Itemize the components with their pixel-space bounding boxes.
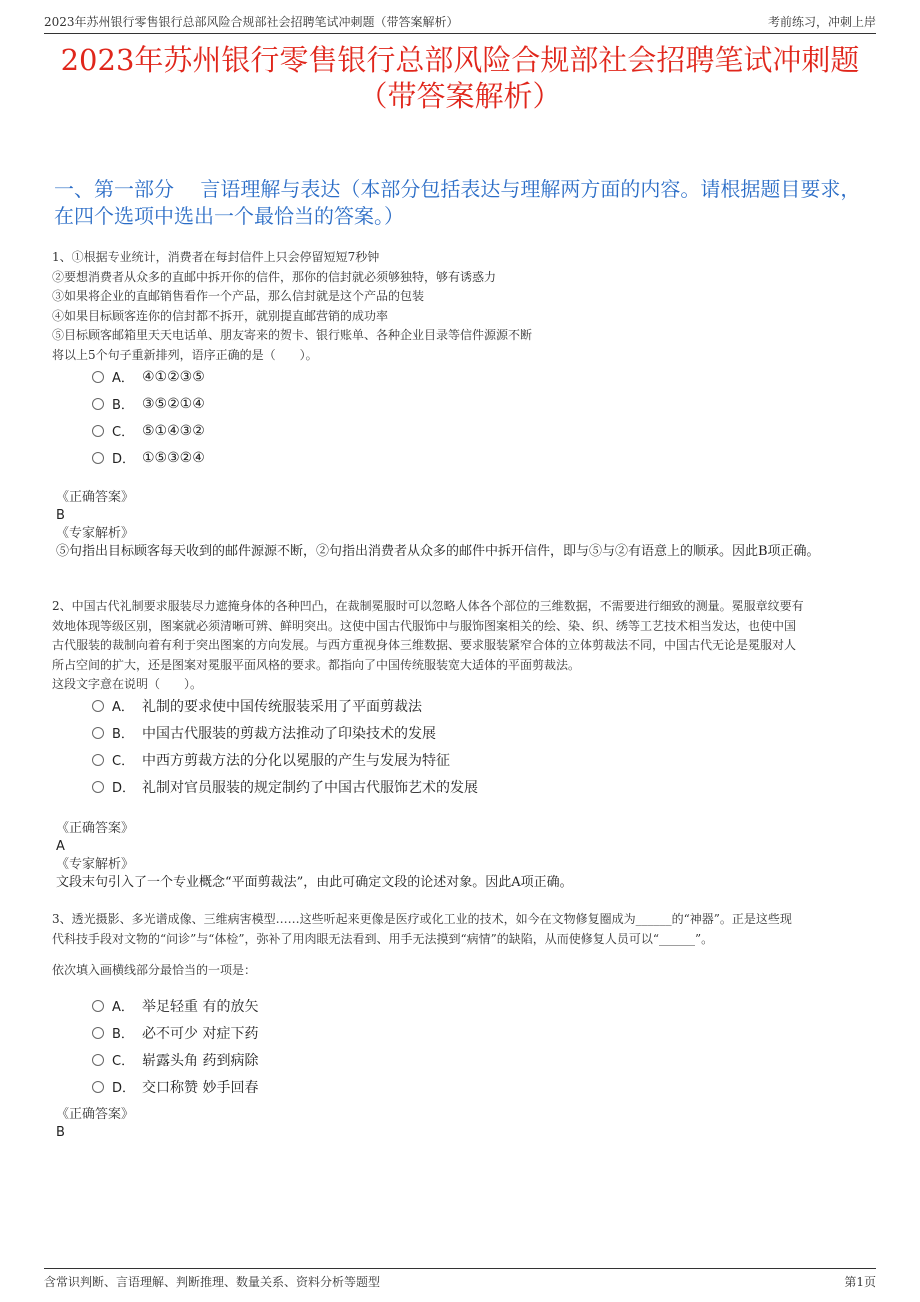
option-d[interactable] [92, 1073, 258, 1100]
option-letter: A． [112, 371, 134, 386]
question-2-answer [56, 820, 876, 892]
option-letter: D． [112, 1081, 136, 1096]
question-line: ④如果目标顾客连你的信封都不拆开，就别提直邮营销的成功率 [52, 308, 389, 323]
question-2-options [92, 692, 478, 800]
document-title [44, 42, 876, 114]
radio-button[interactable] [92, 1027, 104, 1039]
page-number: 第1页 [844, 1275, 876, 1289]
radio-button[interactable] [92, 781, 104, 793]
answer-label: 《正确答案》 [56, 821, 135, 836]
option-letter: C． [112, 425, 135, 440]
radio-button[interactable] [92, 754, 104, 766]
analysis-text: ⑤句指出目标顾客每天收到的邮件源源不断，②句指出消费者从众多的邮件中拆开信件，即与⑤与②有语意上的顺承。因此B项正确。 [56, 544, 820, 559]
option-text: 崭露头角 药到病除 [142, 1052, 259, 1069]
option-text: ⑤①④③② [142, 422, 205, 439]
question-2-text [52, 597, 882, 695]
analysis-text: 文段末句引入了一个专业概念“平面剪裁法”，由此可确定文段的论述对象。因此A项正确。 [56, 875, 573, 890]
question-line: 效地体现等级区别，图案就必须清晰可辨、鲜明突出。这使中国古代服饰中与服饰图案相关的绘、染、织、绣等工艺技术相当发达，也使中国 [52, 618, 797, 633]
question-line: ⑤目标顾客邮箱里天天电话单、朋友寄来的贺卡、银行账单、各种企业目录等信件源源不断 [52, 328, 533, 343]
section-heading: 一、第一部分 言语理解与表达（本部分包括表达与理解两方面的内容。请根据题目要求，在四个选项中选出一个最恰当的答案。） [54, 177, 861, 228]
question-line: 古代服装的裁制向着有利于突出图案的方向发展。与西方重视身体三维数据、要求服装紧窄合体的立体剪裁法不同，中国古代无论是冕服对人 [52, 638, 797, 653]
radio-button[interactable] [92, 1054, 104, 1066]
question-line: ③如果将企业的直邮销售看作一个产品，那么信封就是这个产品的包装 [52, 289, 425, 304]
option-text: ①⑤③②④ [142, 449, 205, 466]
option-d[interactable] [92, 444, 205, 471]
answer-value: A [56, 839, 65, 854]
answer-label: 《正确答案》 [56, 1107, 135, 1122]
option-letter: A． [112, 1000, 134, 1015]
answer-value: B [56, 508, 65, 523]
radio-button[interactable] [92, 371, 104, 383]
answer-label: 《正确答案》 [56, 490, 135, 505]
option-a[interactable] [92, 992, 258, 1019]
option-c[interactable] [92, 1046, 258, 1073]
question-line: ②要想消费者从众多的直邮中拆开你的信件，那你的信封就必须够独特，够有诱惑力 [52, 269, 497, 284]
option-letter: B． [112, 727, 134, 742]
answer-value: B [56, 1125, 65, 1140]
question-prompt: 依次填入画横线部分最恰当的一项是： [52, 963, 257, 978]
option-text: 必不可少 对症下药 [142, 1025, 259, 1042]
option-d[interactable] [92, 773, 478, 800]
option-text: ③⑤②①④ [142, 395, 205, 412]
document-title-line1: 2023年苏州银行零售银行总部风险合规部社会招聘笔试冲刺题 [60, 43, 860, 77]
option-letter: A． [112, 700, 134, 715]
option-c[interactable] [92, 417, 205, 444]
question-line: 2、中国古代礼制要求服装尽力遮掩身体的各种凹凸，在裁制冕服时可以忽略人体各个部位的三维数据，不需要进行细致的测量。冕服章纹要有 [52, 599, 804, 613]
page-header [44, 10, 876, 34]
option-letter: D． [112, 452, 136, 467]
radio-button[interactable] [92, 425, 104, 437]
option-b[interactable] [92, 390, 205, 417]
question-1-text [52, 248, 882, 366]
option-a[interactable] [92, 692, 478, 719]
question-line: 将以上5个句子重新排列，语序正确的是（ ）。 [52, 347, 318, 362]
analysis-label: 《专家解析》 [56, 526, 135, 541]
footer-topics: 含常识判断、言语理解、判断推理、数量关系、资料分析等题型 [44, 1275, 381, 1289]
option-text: 中西方剪裁方法的分化以冕服的产生与发展为特征 [142, 752, 450, 769]
question-3-answer [56, 1106, 876, 1142]
option-b[interactable] [92, 719, 478, 746]
document-title-line2: （带答案解析） [358, 79, 562, 113]
question-3-text [52, 910, 882, 981]
option-text: 举足轻重 有的放矢 [142, 998, 259, 1015]
question-line: 这段文字意在说明（ ）。 [52, 677, 203, 692]
option-a[interactable] [92, 363, 205, 390]
question-3-options [92, 992, 258, 1100]
question-1-answer [56, 489, 876, 561]
option-text: ④①②③⑤ [142, 368, 205, 385]
option-letter: B． [112, 398, 134, 413]
radio-button[interactable] [92, 727, 104, 739]
option-text: 礼制对官员服装的规定制约了中国古代服饰艺术的发展 [142, 779, 478, 796]
question-line: 3、透光摄影、多光谱成像、三维病害模型……这些听起来更像是医疗或化工业的技术，如今在文物修复圈成为______的“神器”。正是这些现 [52, 912, 792, 926]
page-footer [44, 1268, 876, 1290]
option-letter: C． [112, 1054, 135, 1069]
radio-button[interactable] [92, 1081, 104, 1093]
question-line: 代科技手段对文物的“问诊”与“体检”，弥补了用肉眼无法看到、用手无法摸到“病情”的缺陷，从而使修复人员可以“______”。 [52, 931, 714, 946]
header-slogan: 考前练习，冲刺上岸 [767, 15, 876, 29]
radio-button[interactable] [92, 700, 104, 712]
option-letter: B． [112, 1027, 134, 1042]
option-c[interactable] [92, 746, 478, 773]
question-line: 所占空间的扩大，还是图案对冕服平面风格的要求。都指向了中国传统服装宽大适体的平面剪裁法。 [52, 657, 581, 672]
radio-button[interactable] [92, 398, 104, 410]
option-text: 礼制的要求使中国传统服装采用了平面剪裁法 [142, 698, 422, 715]
header-doc-title: 2023年苏州银行零售银行总部风险合规部社会招聘笔试冲刺题（带答案解析） [44, 15, 459, 29]
radio-button[interactable] [92, 1000, 104, 1012]
question-line: 1、①根据专业统计，消费者在每封信件上只会停留短短7秒钟 [52, 250, 380, 264]
radio-button[interactable] [92, 452, 104, 464]
option-text: 交口称赞 妙手回春 [142, 1079, 259, 1096]
option-letter: C． [112, 754, 135, 769]
question-1-options [92, 363, 205, 471]
option-b[interactable] [92, 1019, 258, 1046]
analysis-label: 《专家解析》 [56, 857, 135, 872]
option-letter: D． [112, 781, 136, 796]
option-text: 中国古代服装的剪裁方法推动了印染技术的发展 [142, 725, 436, 742]
